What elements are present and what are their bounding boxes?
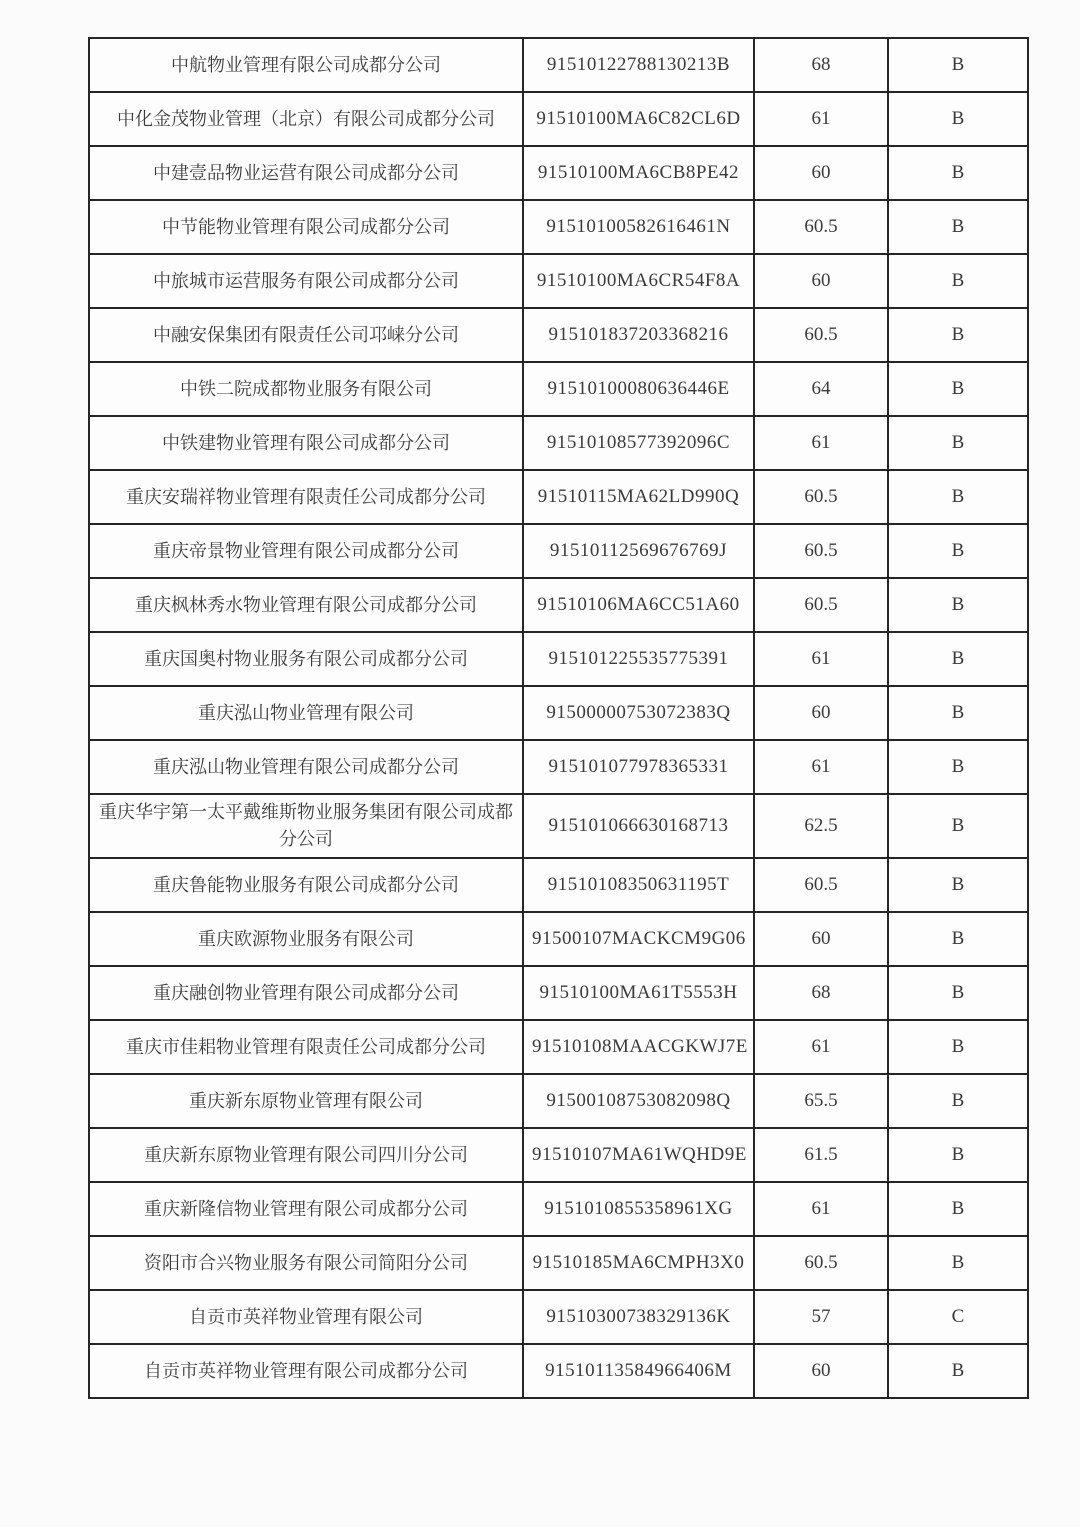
table-row	[89, 1020, 1028, 1074]
score-cell: 65.5	[754, 1074, 888, 1128]
score-cell: 60	[754, 146, 888, 200]
table-row	[89, 92, 1028, 146]
company-name-cell: 中铁二院成都物业服务有限公司	[89, 362, 523, 416]
credit-code-cell: 91510100MA6CB8PE42	[523, 146, 754, 200]
table-row	[89, 308, 1028, 362]
credit-code-cell: 91500000753072383Q	[523, 686, 754, 740]
company-name-cell: 中航物业管理有限公司成都分公司	[89, 38, 523, 92]
table-row	[89, 966, 1028, 1020]
score-cell: 61	[754, 632, 888, 686]
credit-code-cell: 91510300738329136K	[523, 1290, 754, 1344]
score-cell: 60.5	[754, 578, 888, 632]
company-rating-table	[88, 37, 1029, 1399]
company-name-cell: 重庆国奥村物业服务有限公司成都分公司	[89, 632, 523, 686]
company-name-cell: 重庆泓山物业管理有限公司成都分公司	[89, 740, 523, 794]
grade-cell: B	[888, 38, 1028, 92]
grade-cell: B	[888, 632, 1028, 686]
grade-cell: B	[888, 146, 1028, 200]
score-cell: 61	[754, 1182, 888, 1236]
grade-cell: B	[888, 578, 1028, 632]
company-name-cell: 自贡市英祥物业管理有限公司成都分公司	[89, 1344, 523, 1398]
score-cell: 68	[754, 38, 888, 92]
table-row	[89, 858, 1028, 912]
grade-cell: B	[888, 858, 1028, 912]
company-name-cell: 重庆枫林秀水物业管理有限公司成都分公司	[89, 578, 523, 632]
table-row	[89, 632, 1028, 686]
grade-cell: B	[888, 740, 1028, 794]
table-row	[89, 524, 1028, 578]
grade-cell: B	[888, 686, 1028, 740]
table-row	[89, 200, 1028, 254]
company-name-cell: 中旅城市运营服务有限公司成都分公司	[89, 254, 523, 308]
score-cell: 62.5	[754, 794, 888, 858]
score-cell: 60.5	[754, 858, 888, 912]
table-row	[89, 1344, 1028, 1398]
credit-code-cell: 91510122788130213B	[523, 38, 754, 92]
score-cell: 60	[754, 254, 888, 308]
credit-code-cell: 91510108350631195T	[523, 858, 754, 912]
table-row	[89, 1128, 1028, 1182]
grade-cell: B	[888, 1020, 1028, 1074]
score-cell: 57	[754, 1290, 888, 1344]
credit-code-cell: 91500107MACKCM9G06	[523, 912, 754, 966]
grade-cell: B	[888, 470, 1028, 524]
company-name-cell: 重庆新东原物业管理有限公司四川分公司	[89, 1128, 523, 1182]
grade-cell: B	[888, 1236, 1028, 1290]
grade-cell: B	[888, 1074, 1028, 1128]
company-name-cell: 重庆安瑞祥物业管理有限责任公司成都分公司	[89, 470, 523, 524]
credit-code-cell: 91510100MA6C82CL6D	[523, 92, 754, 146]
grade-cell: B	[888, 1344, 1028, 1398]
grade-cell: B	[888, 1128, 1028, 1182]
table-row	[89, 38, 1028, 92]
table-row	[89, 1290, 1028, 1344]
grade-cell: B	[888, 1182, 1028, 1236]
company-table-body	[89, 38, 1028, 1398]
score-cell: 64	[754, 362, 888, 416]
company-name-cell: 自贡市英祥物业管理有限公司	[89, 1290, 523, 1344]
grade-cell: B	[888, 794, 1028, 858]
table-row	[89, 1182, 1028, 1236]
company-name-cell: 中铁建物业管理有限公司成都分公司	[89, 416, 523, 470]
credit-code-cell: 91510100582616461N	[523, 200, 754, 254]
credit-code-cell: 91510100MA61T5553H	[523, 966, 754, 1020]
score-cell: 61	[754, 92, 888, 146]
credit-code-cell: 91510115MA62LD990Q	[523, 470, 754, 524]
table-row	[89, 416, 1028, 470]
table-row	[89, 912, 1028, 966]
company-name-cell: 重庆新隆信物业管理有限公司成都分公司	[89, 1182, 523, 1236]
table-row	[89, 1074, 1028, 1128]
company-name-cell: 中化金茂物业管理（北京）有限公司成都分公司	[89, 92, 523, 146]
score-cell: 60.5	[754, 308, 888, 362]
company-name-cell: 中融安保集团有限责任公司邛崃分公司	[89, 308, 523, 362]
company-name-cell: 重庆鲁能物业服务有限公司成都分公司	[89, 858, 523, 912]
credit-code-cell: 91510100080636446E	[523, 362, 754, 416]
grade-cell: B	[888, 92, 1028, 146]
grade-cell: C	[888, 1290, 1028, 1344]
grade-cell: B	[888, 912, 1028, 966]
grade-cell: B	[888, 416, 1028, 470]
company-name-cell: 重庆新东原物业管理有限公司	[89, 1074, 523, 1128]
company-name-cell: 重庆欧源物业服务有限公司	[89, 912, 523, 966]
table-row	[89, 794, 1028, 858]
credit-code-cell: 91510107MA61WQHD9E	[523, 1128, 754, 1182]
grade-cell: B	[888, 966, 1028, 1020]
company-name-cell: 资阳市合兴物业服务有限公司简阳分公司	[89, 1236, 523, 1290]
credit-code-cell: 91510112569676769J	[523, 524, 754, 578]
score-cell: 60.5	[754, 200, 888, 254]
score-cell: 61	[754, 740, 888, 794]
table-row	[89, 686, 1028, 740]
score-cell: 61	[754, 1020, 888, 1074]
company-name-cell: 中节能物业管理有限公司成都分公司	[89, 200, 523, 254]
credit-code-cell: 91500108753082098Q	[523, 1074, 754, 1128]
table-row	[89, 578, 1028, 632]
score-cell: 60	[754, 912, 888, 966]
score-cell: 60	[754, 686, 888, 740]
credit-code-cell: 91510106MA6CC51A60	[523, 578, 754, 632]
credit-code-cell: 915101077978365331	[523, 740, 754, 794]
company-name-cell: 重庆华宇第一太平戴维斯物业服务集团有限公司成都分公司	[89, 794, 523, 858]
company-name-cell: 重庆泓山物业管理有限公司	[89, 686, 523, 740]
table-row	[89, 1236, 1028, 1290]
credit-code-cell: 91510100MA6CR54F8A	[523, 254, 754, 308]
credit-code-cell: 9151010855358961XG	[523, 1182, 754, 1236]
company-name-cell: 重庆融创物业管理有限公司成都分公司	[89, 966, 523, 1020]
grade-cell: B	[888, 200, 1028, 254]
grade-cell: B	[888, 524, 1028, 578]
score-cell: 60.5	[754, 1236, 888, 1290]
score-cell: 68	[754, 966, 888, 1020]
credit-code-cell: 915101837203368216	[523, 308, 754, 362]
company-name-cell: 重庆市佳耜物业管理有限责任公司成都分公司	[89, 1020, 523, 1074]
table-row	[89, 740, 1028, 794]
table-row	[89, 470, 1028, 524]
credit-code-cell: 91510185MA6CMPH3X0	[523, 1236, 754, 1290]
company-name-cell: 重庆帝景物业管理有限公司成都分公司	[89, 524, 523, 578]
company-name-cell: 中建壹品物业运营有限公司成都分公司	[89, 146, 523, 200]
credit-code-cell: 91510108577392096C	[523, 416, 754, 470]
score-cell: 61	[754, 416, 888, 470]
table-row	[89, 362, 1028, 416]
score-cell: 60.5	[754, 470, 888, 524]
grade-cell: B	[888, 362, 1028, 416]
credit-code-cell: 91510108MAACGKWJ7E	[523, 1020, 754, 1074]
score-cell: 61.5	[754, 1128, 888, 1182]
table-row	[89, 254, 1028, 308]
score-cell: 60	[754, 1344, 888, 1398]
score-cell: 60.5	[754, 524, 888, 578]
table-row	[89, 146, 1028, 200]
grade-cell: B	[888, 308, 1028, 362]
grade-cell: B	[888, 254, 1028, 308]
credit-code-cell: 91510113584966406M	[523, 1344, 754, 1398]
credit-code-cell: 915101066630168713	[523, 794, 754, 858]
credit-code-cell: 915101225535775391	[523, 632, 754, 686]
